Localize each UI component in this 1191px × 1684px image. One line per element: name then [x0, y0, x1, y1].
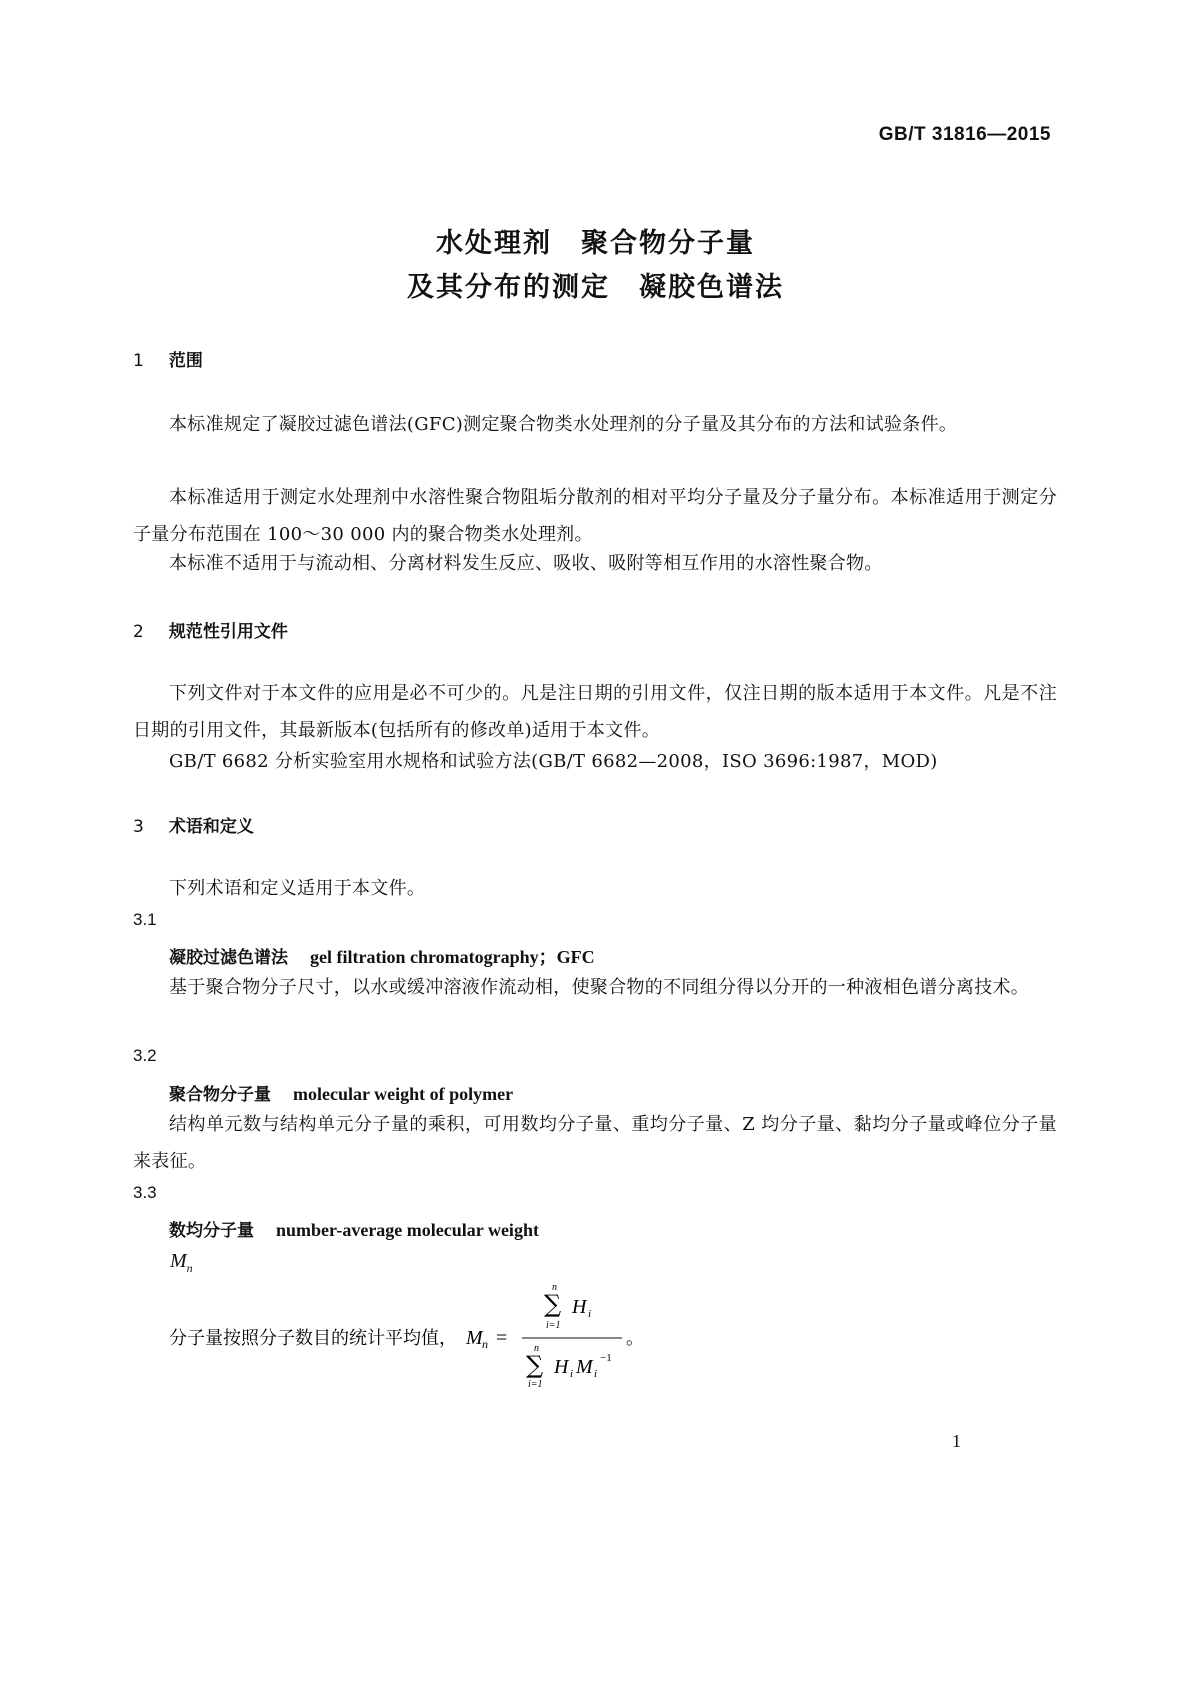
term-heading [169, 943, 595, 969]
standard-code: GB/T 31816—2015 [878, 124, 1051, 145]
denominator-h-sub: i [570, 1368, 574, 1380]
normative-reference: GB/T 6682 分析实验室用水规格和试验方法(GB/T 6682—2008，ISO 3696:1987，MOD) [169, 751, 938, 772]
term-en: gel filtration chromatography；GFC [310, 947, 595, 967]
title-line-1: 水处理剂 聚合物分子量 [436, 228, 755, 259]
equals-sign: = [496, 1327, 508, 1349]
term-zh: 数均分子量 [169, 1221, 254, 1241]
clause-number: 3.1 [133, 910, 157, 929]
section-title: 规范性引用文件 [168, 622, 288, 642]
definition-prefix: 分子量按照分子数目的统计平均值， [169, 1328, 457, 1349]
section-2-heading [133, 617, 288, 642]
term-definition: 基于聚合物分子尺寸，以水或缓冲溶液作流动相，使聚合物的不同组分得以分开的一种液相色谱分离技术。 [169, 977, 1030, 998]
term-zh: 聚合物分子量 [169, 1085, 271, 1105]
sum-lower-limit: i=1 [528, 1379, 543, 1388]
denominator-exponent: −1 [600, 1352, 612, 1364]
term-definition: 结构单元数与结构单元分子量的乘积，可用数均分子量、重均分子量、Z 均分子量、黏均分子量或峰位分子量来表征。 [133, 1114, 1057, 1172]
paragraph: 本标准不适用于与流动相、分离材料发生反应、吸收、吸附等相互作用的水溶性聚合物。 [169, 553, 883, 574]
section-number: 1 [133, 351, 144, 371]
term-en: molecular weight of polymer [293, 1084, 514, 1104]
term-heading [169, 1216, 539, 1241]
term-heading [169, 1080, 513, 1105]
section-number: 3 [133, 817, 144, 837]
section-number: 2 [133, 622, 144, 642]
term-symbol: $M_n$ [170, 1250, 193, 1275]
denominator-h: H [554, 1356, 569, 1378]
sum-symbol: ∑ [526, 1351, 544, 1379]
paragraph: 下列术语和定义适用于本文件。 [169, 878, 426, 899]
section-1-heading [133, 346, 203, 371]
title-line-2: 及其分布的测定 凝胶色谱法 [407, 272, 784, 303]
section-title: 术语和定义 [168, 817, 254, 837]
numerator-h: H [572, 1296, 587, 1318]
denominator-m: M [576, 1356, 593, 1378]
sum-upper-limit: n [534, 1343, 539, 1354]
denominator-m-sub: i [594, 1368, 598, 1380]
definition-suffix: 。 [626, 1328, 644, 1349]
numerator-sub: i [588, 1308, 592, 1320]
paragraph: 本标准规定了凝胶过滤色谱法(GFC)测定聚合物类水处理剂的分子量及其分布的方法和试验条件。 [169, 414, 958, 435]
clause-number: 3.2 [133, 1046, 157, 1065]
section-3-heading [133, 812, 254, 837]
clause-number: 3.3 [133, 1183, 157, 1202]
sum-symbol: ∑ [544, 1290, 562, 1318]
paragraph: 下列文件对于本文件的应用是必不可少的。凡是注日期的引用文件，仅注日期的版本适用于本文件。凡是不注日期的引用文件，其最新版本(包括所有的修改单)适用于本文件。 [133, 683, 1057, 741]
document-title [0, 222, 1191, 310]
sum-lower-limit: i=1 [546, 1320, 561, 1331]
page-number: 1 [952, 1431, 961, 1451]
sum-upper-limit: n [552, 1282, 557, 1293]
formula-lhs: M [466, 1327, 483, 1349]
formula-lhs-sub: n [482, 1337, 488, 1351]
term-en: number-average molecular weight [276, 1220, 539, 1240]
formula [160, 1278, 660, 1388]
paragraph: 本标准适用于测定水处理剂中水溶性聚合物阻垢分散剂的相对平均分子量及分子量分布。本标准适用于测定分子量分布范围在 100～30 000 内的聚合物类水处理剂。 [133, 487, 1057, 545]
section-title: 范围 [168, 351, 203, 371]
term-zh: 凝胶过滤色谱法 [169, 948, 288, 968]
